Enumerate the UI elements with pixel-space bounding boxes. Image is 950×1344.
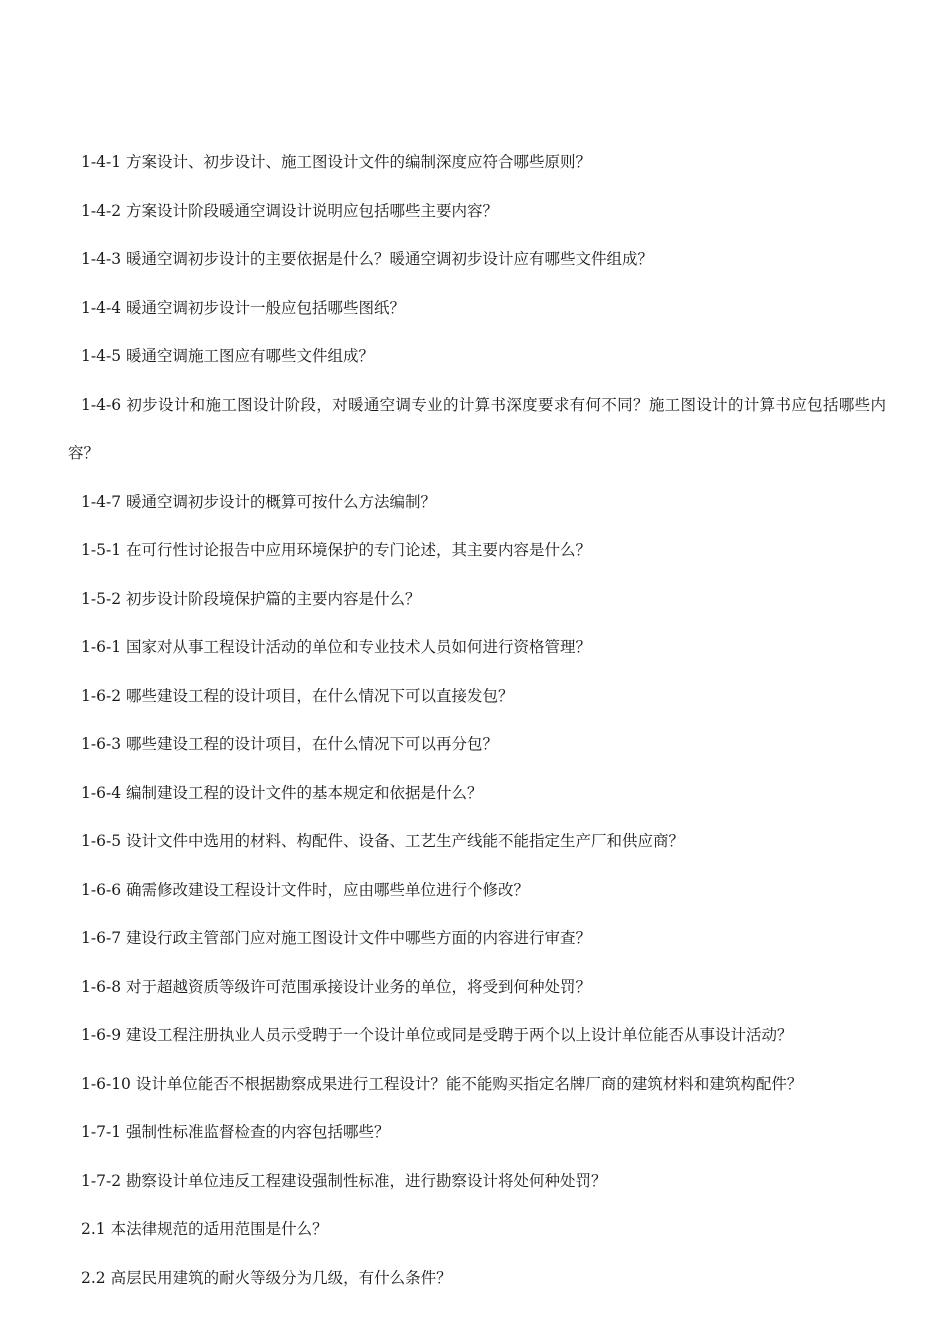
question-1-6-10: 1-6-10 设计单位能否不根据勘察成果进行工程设计？能不能购买指定名牌厂商的建筑材料和建筑构配件？ <box>81 1074 803 1093</box>
question-1-5-2: 1-5-2 初步设计阶段境保护篇的主要内容是什么？ <box>81 589 421 608</box>
question-1-6-1: 1-6-1 国家对从事工程设计活动的单位和专业技术人员如何进行资格管理？ <box>81 638 591 656</box>
question-1-5-1: 1-5-1 在可行性讨论报告中应用环境保护的专门论述，其主要内容是什么？ <box>81 541 591 559</box>
question-1-4-4: 1-4-4 暖通空调初步设计一般应包括哪些图纸？ <box>81 298 405 317</box>
question-1-4-1: 1-4-1 方案设计、初步设计、施工图设计文件的编制深度应符合哪些原则？ <box>81 153 591 171</box>
question-1-4-2: 1-4-2 方案设计阶段暖通空调设计说明应包括哪些主要内容？ <box>81 201 498 220</box>
question-1-4-6: 1-4-6 初步设计和施工图设计阶段，对暖通空调专业的计算书深度要求有何不同？施工图设计的计算书应包括哪些内容？ <box>68 395 886 462</box>
question-1-6-3: 1-6-3 哪些建设工程的设计项目，在什么情况下可以再分包？ <box>81 735 498 753</box>
question-list <box>68 138 886 1302</box>
question-1-6-7: 1-6-7 建设行政主管部门应对施工图设计文件中哪些方面的内容进行审查？ <box>81 929 591 947</box>
question-1-6-8: 1-6-8 对于超越资质等级许可范围承接设计业务的单位，将受到何种处罚？ <box>81 977 591 996</box>
question-1-6-9: 1-6-9 建设工程注册执业人员示受聘于一个设计单位或同是受聘于两个以上设计单位能否从事设计活动？ <box>81 1026 793 1044</box>
question-1-6-2: 1-6-2 哪些建设工程的设计项目，在什么情况下可以直接发包？ <box>81 686 514 705</box>
question-2-2: 2.2 高层民用建筑的耐火等级分为几级，有什么条件？ <box>81 1268 452 1287</box>
question-1-6-4: 1-6-4 编制建设工程的设计文件的基本规定和依据是什么？ <box>81 783 483 802</box>
question-1-4-5: 1-4-5 暖通空调施工图应有哪些文件组成？ <box>81 347 374 365</box>
question-1-6-5: 1-6-5 设计文件中选用的材料、构配件、设备、工艺生产线能不能指定生产厂和供应商？ <box>81 832 684 850</box>
question-1-7-1: 1-7-1 强制性标准监督检查的内容包括哪些？ <box>81 1123 390 1141</box>
question-2-1: 2.1 本法律规范的适用范围是什么？ <box>81 1220 328 1238</box>
question-1-4-7: 1-4-7 暖通空调初步设计的概算可按什么方法编制？ <box>81 492 436 511</box>
question-1-4-3: 1-4-3 暖通空调初步设计的主要依据是什么？暖通空调初步设计应有哪些文件组成？ <box>81 250 653 268</box>
question-1-7-2: 1-7-2 勘察设计单位违反工程建设强制性标准，进行勘察设计将处何种处罚？ <box>81 1171 607 1190</box>
question-1-6-6: 1-6-6 确需修改建设工程设计文件时，应由哪些单位进行个修改？ <box>81 880 529 899</box>
